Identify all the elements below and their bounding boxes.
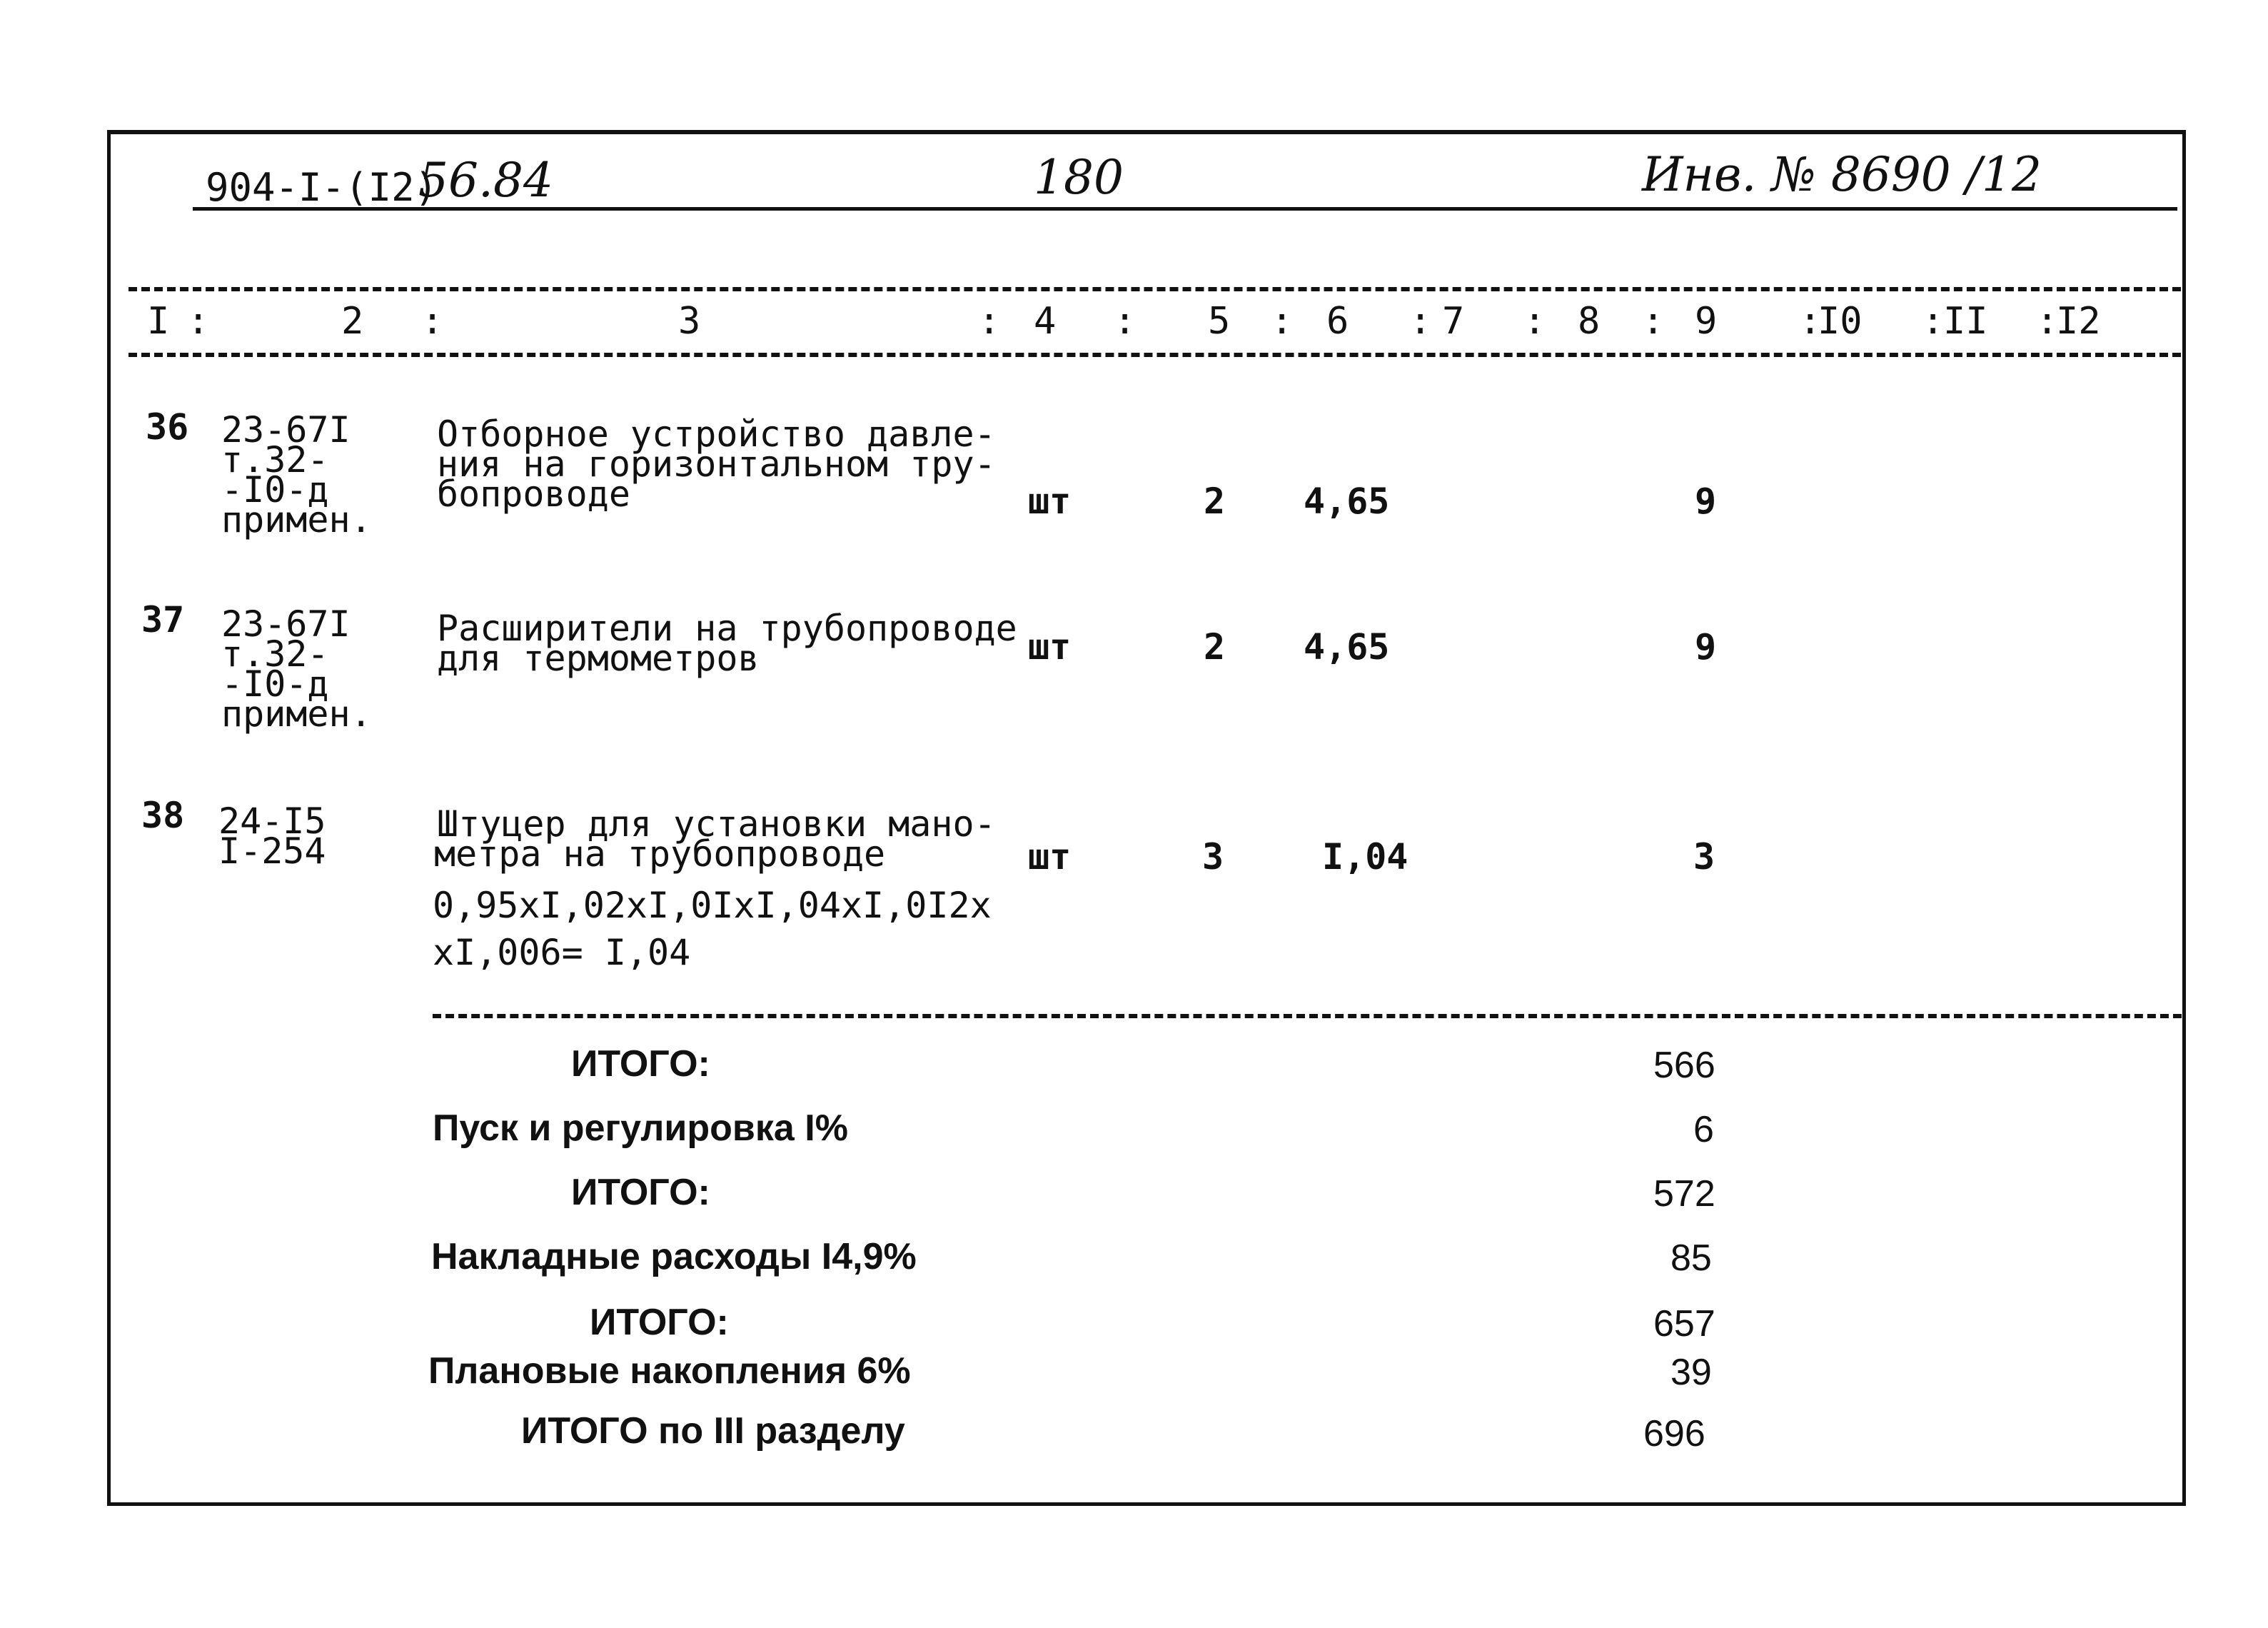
row-calculation: 0,95хI,02хI,0IхI,04хI,0I2х: [433, 885, 992, 926]
col-sep-7: :: [1523, 300, 1546, 343]
summary-label: Накладные расходы I4,9%: [431, 1236, 917, 1277]
summary-value: 85: [1670, 1237, 1712, 1279]
row-quantity: 3: [1202, 836, 1224, 878]
row-calculation: хI,006= I,04: [433, 932, 691, 973]
row-code: т.32-: [221, 439, 329, 481]
row-code: примен.: [221, 499, 372, 541]
row-number: 38: [141, 795, 185, 836]
row-number: 37: [141, 599, 185, 640]
col-12-label: I2: [2056, 300, 2101, 343]
col-6-label: 6: [1326, 300, 1349, 343]
row-description: метра на трубопроводе: [434, 833, 886, 875]
col-sep-9: :: [1799, 300, 1822, 343]
row-unit: шт: [1028, 481, 1072, 522]
col-4-label: 4: [1034, 300, 1057, 343]
page-frame: [107, 130, 2186, 1506]
row-unit: шт: [1028, 836, 1072, 878]
summary-value: 696: [1643, 1413, 1705, 1454]
row-description: ния на горизонтальном тру-: [437, 443, 996, 485]
row-unit-price: 4,65: [1304, 626, 1390, 668]
summary-label: ИТОГО по III разделу: [521, 1410, 905, 1452]
row-quantity: 2: [1204, 481, 1226, 522]
summary-value: 657: [1653, 1303, 1715, 1345]
col-sep-11: :: [2036, 300, 2059, 343]
col-sep-2: :: [421, 300, 444, 343]
summary-value: 39: [1670, 1352, 1712, 1393]
col-5-label: 5: [1208, 300, 1231, 343]
col-2-label: 2: [341, 300, 364, 343]
row-number: 36: [146, 406, 189, 448]
col-1-label: I: [147, 300, 170, 343]
row-code: 23-67I: [221, 409, 351, 451]
summary-label: ИТОГО:: [571, 1043, 710, 1085]
row-description: Отборное устройство давле-: [437, 413, 996, 455]
row-total: 3: [1693, 836, 1715, 878]
col-sep-6: :: [1409, 300, 1432, 343]
summary-label: ИТОГО:: [571, 1172, 710, 1213]
row-code: -I0-д: [221, 663, 329, 705]
col-sep-8: :: [1642, 300, 1665, 343]
summary-rule: [433, 1014, 2182, 1018]
summary-value: 572: [1653, 1173, 1715, 1215]
page-number: 180: [1034, 150, 1124, 205]
row-description: Штуцер для установки мано-: [437, 803, 996, 845]
column-header-bottom-rule: [128, 353, 2181, 357]
row-quantity: 2: [1204, 626, 1226, 668]
summary-value: 6: [1693, 1109, 1714, 1150]
row-total: 9: [1695, 626, 1717, 668]
col-sep-4: :: [1114, 300, 1136, 343]
row-unit-price: I,04: [1322, 836, 1408, 878]
row-description: Расширители на трубопроводе: [437, 608, 1017, 649]
summary-label: Пуск и регулировка I%: [433, 1107, 848, 1149]
row-code: т.32-: [221, 633, 329, 675]
document-number: 56.84: [418, 153, 553, 208]
col-7-label: 7: [1442, 300, 1465, 343]
col-3-label: 3: [678, 300, 701, 343]
row-description: для термометров: [437, 638, 760, 679]
row-unit: шт: [1028, 626, 1072, 668]
row-code: I-254: [218, 830, 326, 872]
summary-label: Плановые накопления 6%: [428, 1350, 911, 1392]
document-code: 904-I-(I2): [206, 165, 438, 210]
col-10-label: I0: [1818, 300, 1863, 343]
col-sep-3: :: [978, 300, 1001, 343]
col-9-label: 9: [1695, 300, 1718, 343]
row-total: 9: [1695, 481, 1717, 522]
col-8-label: 8: [1578, 300, 1601, 343]
row-unit-price: 4,65: [1304, 481, 1390, 522]
summary-label: ИТОГО:: [590, 1302, 729, 1343]
row-code: примен.: [221, 693, 372, 735]
row-code: 24-I5: [218, 800, 326, 842]
row-code: -I0-д: [221, 469, 329, 511]
col-sep-1: :: [187, 300, 210, 343]
row-description: бопроводе: [437, 473, 630, 515]
header-rule: [193, 207, 2177, 211]
col-sep-10: :: [1922, 300, 1945, 343]
row-code: 23-67I: [221, 603, 351, 645]
column-header-top-rule: [128, 287, 2181, 291]
col-11-label: II: [1943, 300, 1988, 343]
summary-value: 566: [1653, 1045, 1715, 1086]
col-sep-5: :: [1271, 300, 1294, 343]
inventory-number: Инв. № 8690 /12: [1642, 147, 2042, 202]
